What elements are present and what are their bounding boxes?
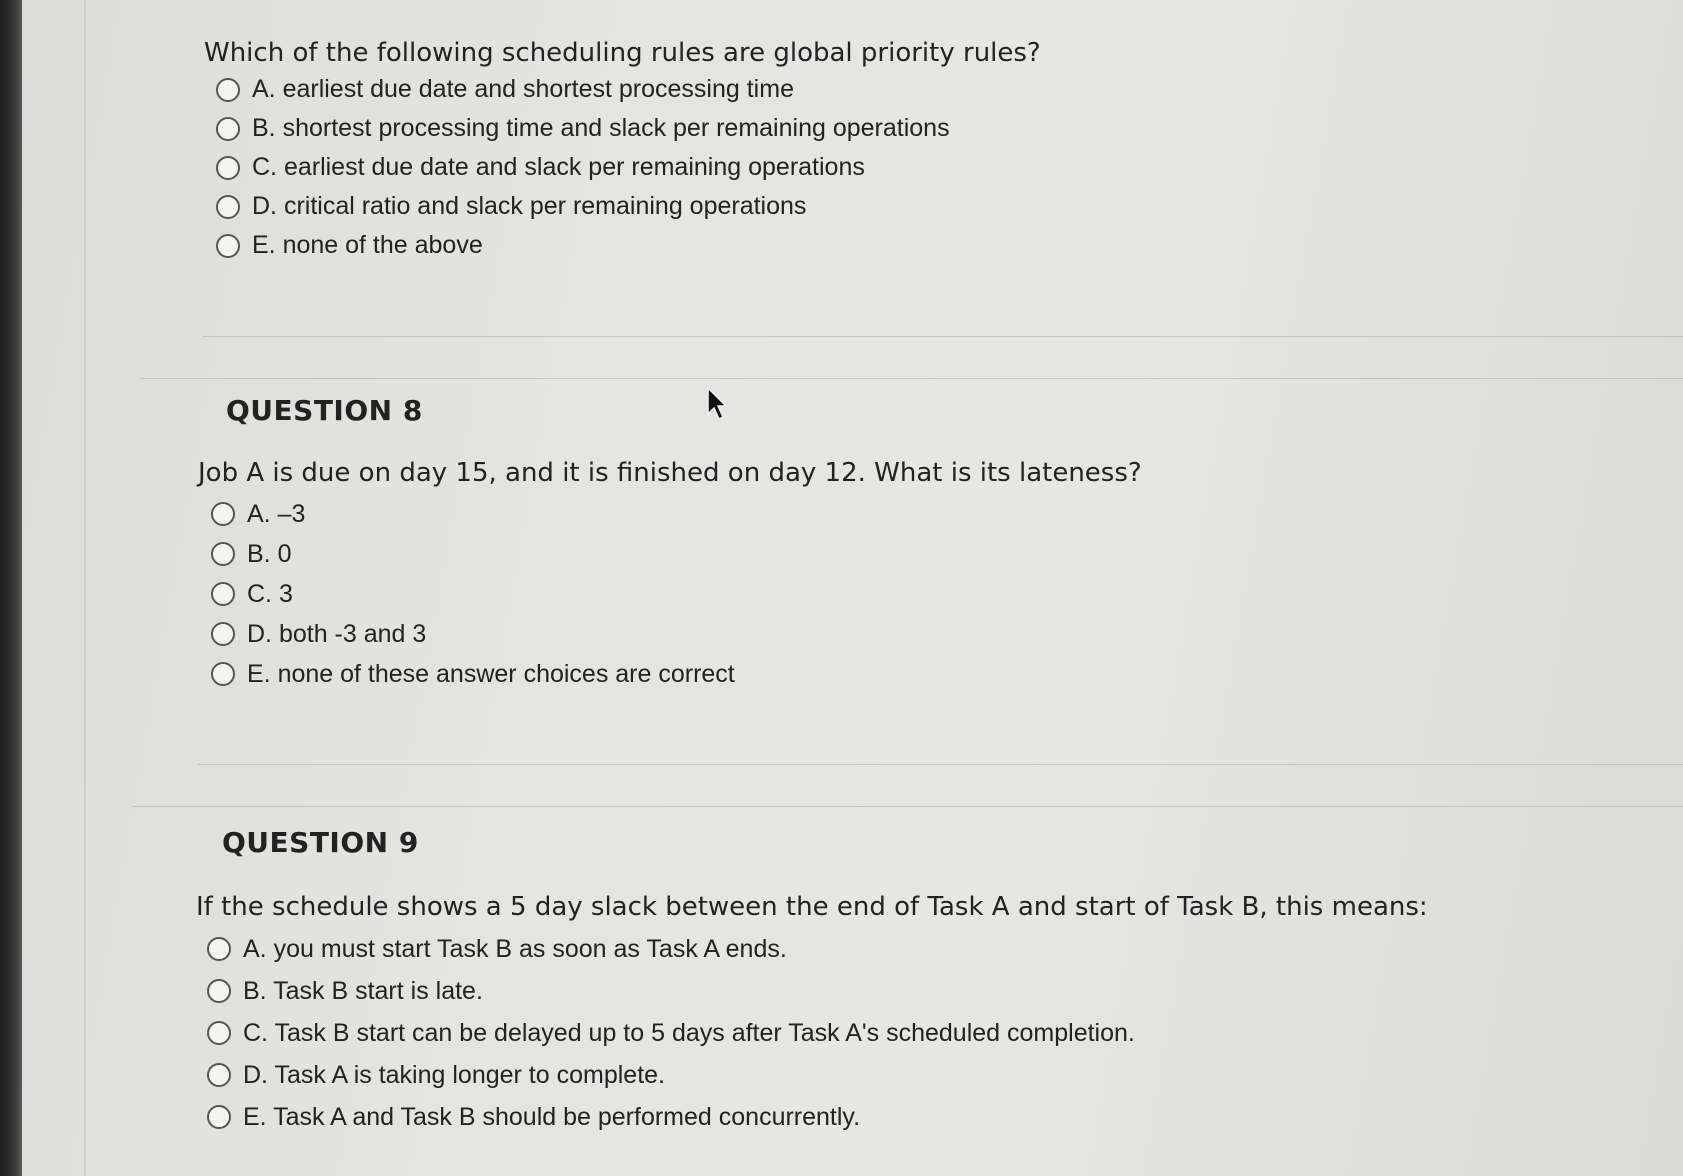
radio-button-icon[interactable] (216, 78, 240, 102)
question-9-option-a[interactable] (207, 928, 1428, 970)
option-label: C. 3 (247, 579, 293, 608)
question-8-option-b[interactable] (211, 534, 1142, 574)
option-label: A. earliest due date and shortest processing time (252, 75, 794, 103)
radio-button-icon[interactable] (207, 1063, 231, 1087)
question-7-option-c[interactable] (216, 148, 1041, 187)
option-label: A. you must start Task B as soon as Task A ends. (243, 934, 787, 963)
option-label: B. shortest processing time and slack per remaining operations (252, 114, 950, 142)
radio-button-icon[interactable] (207, 1021, 231, 1045)
question-9-option-c[interactable] (207, 1012, 1428, 1054)
question-8 (226, 394, 423, 427)
radio-button-icon[interactable] (211, 662, 235, 686)
question-8-option-e[interactable] (211, 654, 1142, 694)
question-separator (132, 806, 1683, 807)
question-9-options (207, 928, 1428, 1138)
page-left-edge (84, 0, 86, 1176)
radio-button-icon[interactable] (216, 156, 240, 180)
radio-button-icon[interactable] (207, 1105, 231, 1129)
question-8-heading: QUESTION 8 (226, 394, 423, 427)
monitor-bezel (0, 0, 22, 1176)
question-7-option-a[interactable] (216, 70, 1041, 109)
question-9-heading: QUESTION 9 (222, 826, 419, 859)
radio-button-icon[interactable] (211, 542, 235, 566)
option-label: B. 0 (247, 539, 292, 568)
question-8-option-d[interactable] (211, 614, 1142, 654)
radio-button-icon[interactable] (211, 622, 235, 646)
question-9-option-d[interactable] (207, 1054, 1428, 1096)
question-7-text: Which of the following scheduling rules are global priority rules? (204, 38, 1041, 68)
question-8-answer-divider (198, 764, 1683, 765)
option-label: D. critical ratio and slack per remaining operations (252, 192, 807, 220)
radio-button-icon[interactable] (216, 195, 240, 219)
question-7-answer-divider (202, 336, 1683, 337)
question-separator (140, 378, 1683, 379)
radio-button-icon[interactable] (207, 979, 231, 1003)
option-label: B. Task B start is late. (243, 976, 483, 1005)
question-9-option-e[interactable] (207, 1096, 1428, 1138)
question-8-text: Job A is due on day 15, and it is finished on day 12. What is its lateness? (198, 458, 1142, 488)
question-7 (204, 38, 1041, 265)
option-label: E. none of these answer choices are correct (247, 659, 735, 688)
option-label: E. none of the above (252, 231, 483, 259)
option-label: E. Task A and Task B should be performed concurrently. (243, 1102, 861, 1131)
question-8-options (211, 494, 1142, 694)
question-7-options (216, 70, 1041, 265)
question-8-option-c[interactable] (211, 574, 1142, 614)
question-8-option-a[interactable] (211, 494, 1142, 534)
radio-button-icon[interactable] (216, 234, 240, 258)
question-9-option-b[interactable] (207, 970, 1428, 1012)
question-7-option-b[interactable] (216, 109, 1041, 148)
radio-button-icon[interactable] (211, 582, 235, 606)
option-label: C. Task B start can be delayed up to 5 days after Task A's scheduled completion. (243, 1018, 1135, 1047)
question-8-body (198, 458, 1142, 694)
option-label: D. Task A is taking longer to complete. (243, 1060, 665, 1089)
radio-button-icon[interactable] (207, 937, 231, 961)
question-9-text: If the schedule shows a 5 day slack between the end of Task A and start of Task B, this means: (196, 892, 1428, 922)
radio-button-icon[interactable] (211, 502, 235, 526)
option-label: D. both -3 and 3 (247, 619, 427, 648)
question-7-option-e[interactable] (216, 226, 1041, 265)
radio-button-icon[interactable] (216, 117, 240, 141)
mouse-pointer-icon (706, 386, 730, 422)
question-9 (222, 826, 419, 859)
question-7-option-d[interactable] (216, 187, 1041, 226)
option-label: A. –3 (247, 499, 306, 528)
option-label: C. earliest due date and slack per remaining operations (252, 153, 865, 181)
question-9-body (196, 892, 1428, 1138)
